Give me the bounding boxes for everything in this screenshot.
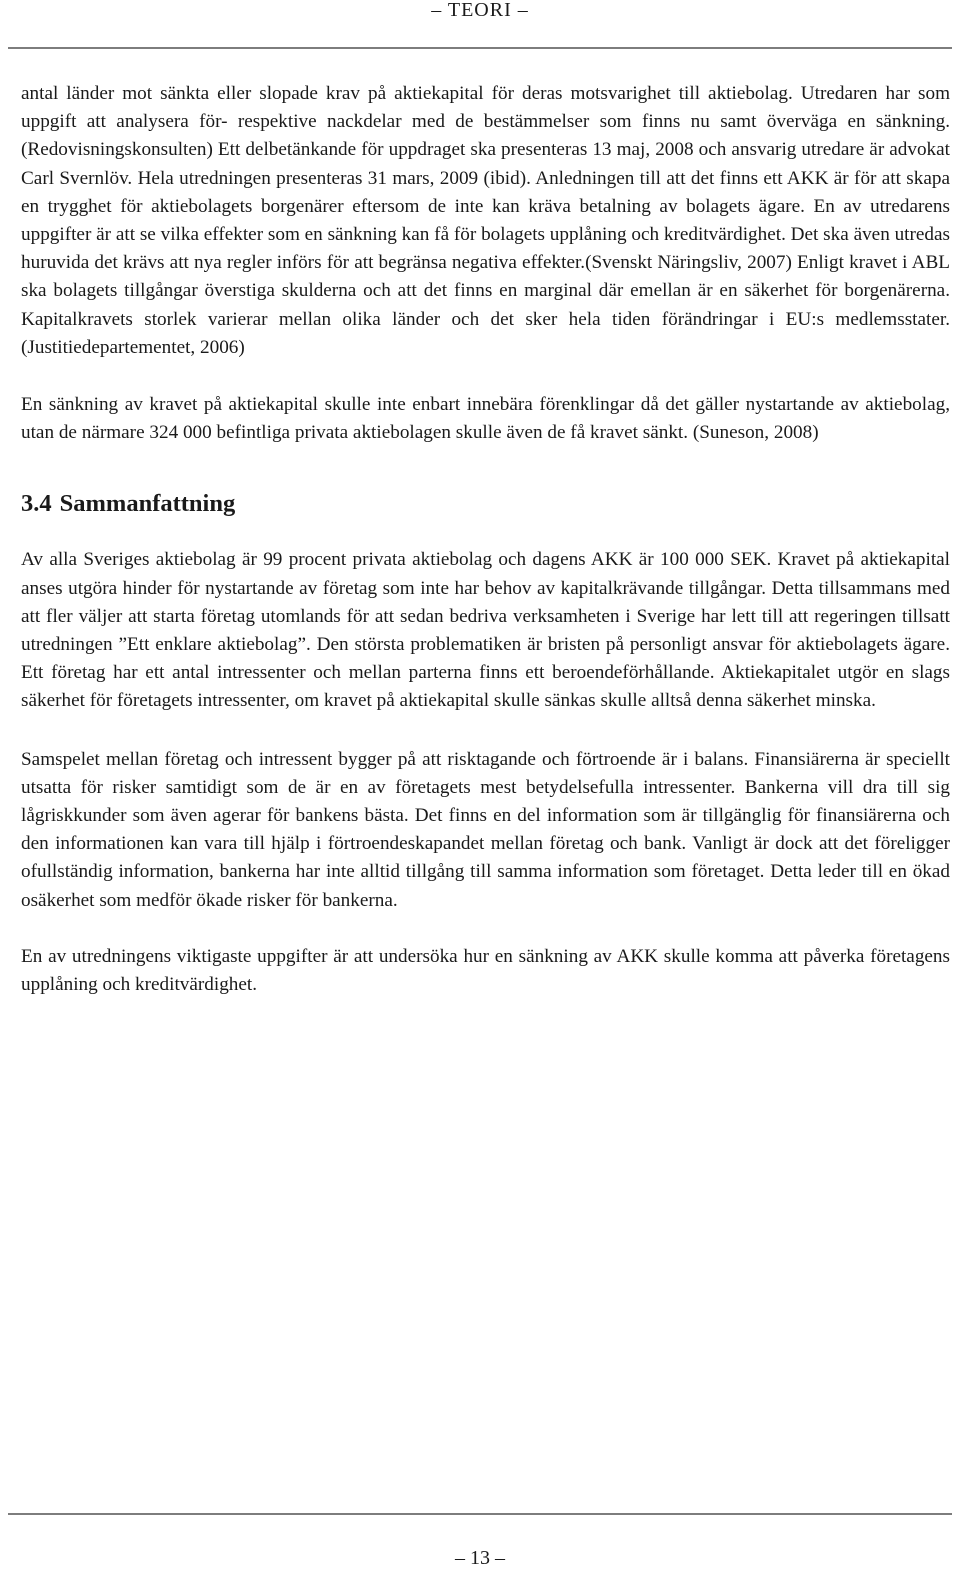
section-number: 3.4 <box>21 490 52 518</box>
summary-paragraph: Av alla Sveriges aktiebolag är 99 procent privata aktiebolag och dagens AKK är 100 000 SEK. Kravet på aktiekapital anses utgöra hinder för nystartande av företag som inte har behov av kapitalkrävande tillgångar. Detta tillsammans med att fler väljer att starta företag utomlands för att sedan bedriva verksamheten i Sverige har lett till att regeringen tillsatt utredningen ”Ett enklare aktiebolag”. Den största problematiken är bristen på personligt ansvar för aktiebolagets ägare. Ett företag har ett antal intressenter och mellan parterna finns ett beroendeförhållande. Aktiekapitalet utgör en slags säkerhet för företagets intressenter, om kravet på aktiekapital skulle sänkas skulle alltså denna säkerhet minska. <box>21 549 950 712</box>
header-divider <box>8 47 952 49</box>
running-header: – TEORI – <box>431 0 529 21</box>
section-heading <box>21 489 950 519</box>
summary-paragraph: Samspelet mellan företag och intressent bygger på att risktagande och förtroende är i balans. Finansiärerna är speciellt utsatta för risker samtidigt som de är en av företagets mest betydelsefulla intressenter. Bankerna vill dra till sig lågriskkunder som även agerar för bankens bästa. Det finns en del information som är tillgänglig för finansiärerna och den informationen kan vara till hjälp i förtroendeskapandet mellan företag och bank. Vanligt är dock att det föreligger ofullständig information, bankerna har inte alltid tillgång till samma information som företaget. Detta leder till en ökad osäkerhet som medför ökade risker för bankerna. <box>21 748 950 911</box>
page-body <box>21 80 950 999</box>
summary-paragraph: En av utredningens viktigaste uppgifter är att undersöka hur en sänkning av AKK skulle komma att påverka företagens upplåning och kreditvärdighet. <box>21 945 950 996</box>
section-title: Sammanfattning <box>59 490 236 518</box>
body-paragraph: antal länder mot sänkta eller slopade krav på aktiekapital för deras motsvarighet till aktiebolag. Utredaren har som uppgift att analysera för- respektive nackdelar med de bestämmelser som finns nu samt överväga en sänkning.(Redovisningskonsulten) Ett delbetänkande för uppdraget ska presenteras 13 maj, 2008 och ansvarig utredare är advokat Carl Svernlöv. Hela utredningen presenteras 31 mars, 2009 (ibid). Anledningen till att det finns ett AKK är för att skapa en trygghet för aktiebolagets borgenärer eftersom de inte kan kräva betalning av bolagets ägare. En av utredarens uppgifter är att se vilka effekter som en sänkning kan få för bolagets upplåning och kreditvärdighet. Det ska även utredas huruvida det krävs att nya regler införs för att begränsa negativa effekter.(Svenskt Näringsliv, 2007) Enligt kravet i ABL ska bolagets tillgångar överstiga skulderna och att det finns en marginal där emellan är en säkerhet för borgenärerna. Kapitalkravets storlek varierar mellan olika länder och det sker hela tiden förändringar i EU:s medlemsstater. (Justitiedepartementet, 2006) <box>21 83 950 358</box>
body-paragraph: En sänkning av kravet på aktiekapital skulle inte enbart innebära förenklingar då det gäller nystartande av aktiebolag, utan de närmare 324 000 befintliga privata aktiebolagen skulle även de få kravet sänkt. (Suneson, 2008) <box>21 394 950 444</box>
footer-divider <box>8 1513 952 1515</box>
page-number: – 13 – <box>455 1547 505 1569</box>
